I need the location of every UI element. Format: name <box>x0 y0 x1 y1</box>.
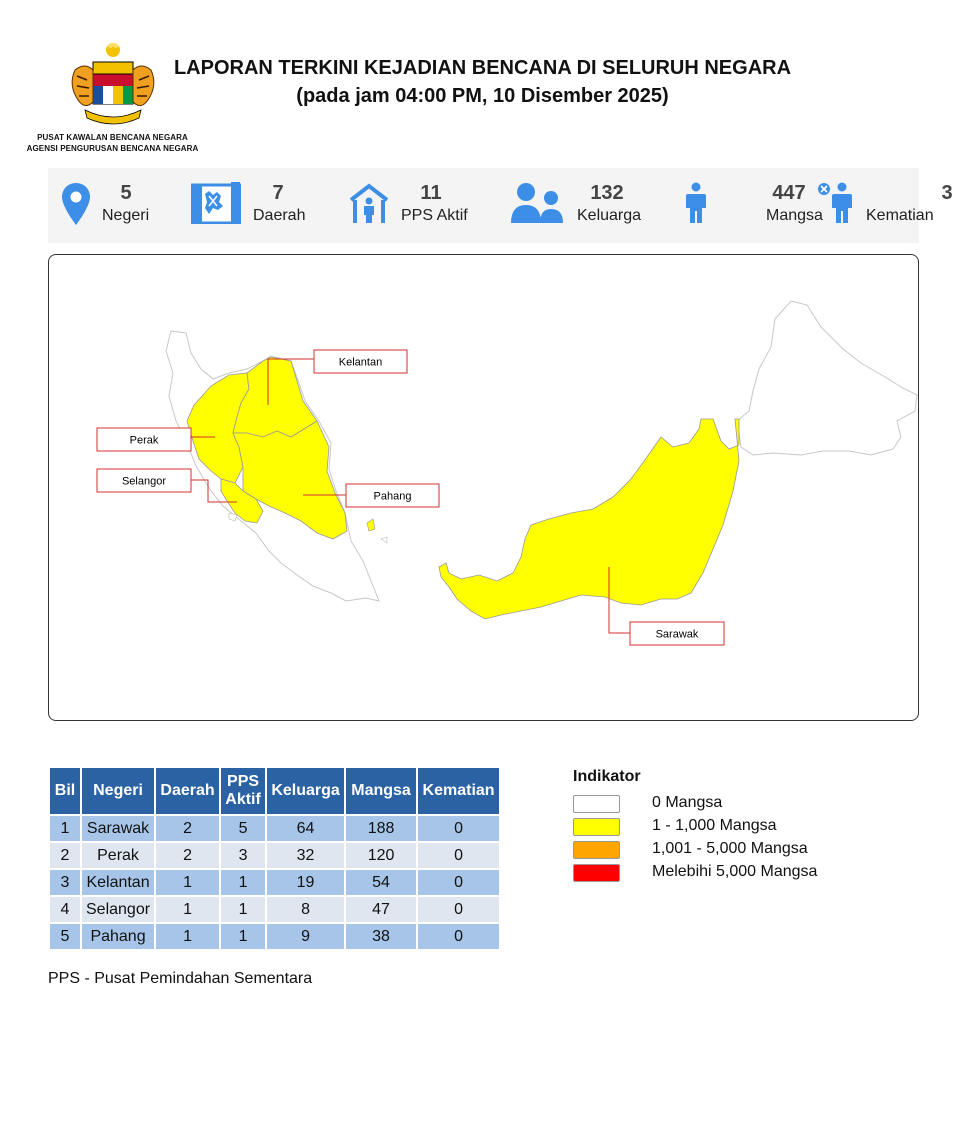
svg-text:Perak: Perak <box>129 434 159 447</box>
map-sabah-outline <box>737 301 917 455</box>
table-footnote: PPS - Pusat Pemindahan Sementara <box>48 970 313 987</box>
title-timestamp: (pada jam 04:00 PM, 10 Disember 2025) <box>296 85 669 107</box>
col-daerah: Daerah <box>155 767 220 815</box>
cell-kematian: 0 <box>417 842 500 869</box>
stat-mangsa-value: 447 <box>772 182 806 204</box>
table-row <box>49 869 500 896</box>
cell-daerah: 1 <box>155 923 220 950</box>
table-header-row <box>49 767 500 815</box>
stat-daerah-label: Daerah <box>253 207 306 224</box>
cell-daerah: 1 <box>155 896 220 923</box>
svg-text:Pahang: Pahang <box>373 490 412 503</box>
svg-text:Sarawak: Sarawak <box>655 628 699 641</box>
legend-title: Indikator <box>573 768 641 785</box>
cell-daerah: 1 <box>155 869 220 896</box>
map-label-sarawak <box>630 622 724 645</box>
cell-mangsa: 47 <box>345 896 417 923</box>
cell-keluarga: 64 <box>266 815 345 842</box>
cell-kematian: 0 <box>417 815 500 842</box>
shelter-icon <box>348 182 390 224</box>
cell-pps: 1 <box>220 869 266 896</box>
cell-kematian: 0 <box>417 896 500 923</box>
stat-mangsa-label: Mangsa <box>766 207 823 224</box>
legend-swatch <box>573 818 620 836</box>
stat-kematian <box>815 168 953 243</box>
cell-keluarga: 32 <box>266 842 345 869</box>
legend-label: 1 - 1,000 Mangsa <box>652 817 777 834</box>
cell-negeri: Kelantan <box>81 869 155 896</box>
location-pin-icon <box>60 182 92 226</box>
legend-item <box>573 861 818 884</box>
svg-text:Selangor: Selangor <box>121 475 167 488</box>
cell-pps: 3 <box>220 842 266 869</box>
death-person-icon <box>817 182 855 224</box>
col-kematian: Kematian <box>417 767 500 815</box>
stat-negeri-value: 5 <box>120 182 132 204</box>
cell-daerah: 2 <box>155 815 220 842</box>
stat-mangsa <box>684 168 824 243</box>
stat-kematian-label: Kematian <box>866 207 934 224</box>
table-row <box>49 923 500 950</box>
legend-item <box>573 838 808 861</box>
map-legend <box>573 768 818 884</box>
district-map-icon <box>191 182 241 224</box>
cell-mangsa: 38 <box>345 923 417 950</box>
table-row <box>49 842 500 869</box>
legend-item <box>573 815 777 838</box>
legend-swatch <box>573 841 620 859</box>
col-bil: Bil <box>49 767 81 815</box>
legend-label: Melebihi 5,000 Mangsa <box>652 863 818 880</box>
legend-swatch <box>573 864 620 882</box>
stat-pps-aktif <box>346 168 486 243</box>
table-row <box>49 896 500 923</box>
cell-keluarga: 9 <box>266 923 345 950</box>
family-icon <box>510 182 564 224</box>
stat-pps-label: PPS Aktif <box>401 207 468 224</box>
cell-pps: 1 <box>220 896 266 923</box>
map-label-pahang <box>346 484 439 507</box>
map-label-selangor <box>97 469 191 492</box>
stat-kematian-value: 3 <box>941 182 953 204</box>
coat-of-arms-icon <box>63 40 163 130</box>
cell-mangsa: 54 <box>345 869 417 896</box>
cell-negeri: Pahang <box>81 923 155 950</box>
stat-keluarga-value: 132 <box>590 182 624 204</box>
cell-daerah: 2 <box>155 842 220 869</box>
map-island <box>367 519 375 531</box>
person-icon <box>684 182 708 224</box>
cell-pps: 5 <box>220 815 266 842</box>
agency-name-line2: AGENSI PENGURUSAN BENCANA NEGARA <box>26 144 199 153</box>
cell-pps: 1 <box>220 923 266 950</box>
summary-stats-bar <box>48 168 953 243</box>
title-main: LAPORAN TERKINI KEJADIAN BENCANA DI SELURUH NEGARA <box>173 57 792 79</box>
legend-label: 1,001 - 5,000 Mangsa <box>652 840 808 857</box>
map-label-kelantan <box>314 350 407 373</box>
cell-bil: 3 <box>49 869 81 896</box>
cell-mangsa: 188 <box>345 815 417 842</box>
col-mangsa: Mangsa <box>345 767 417 815</box>
cell-bil: 5 <box>49 923 81 950</box>
cell-keluarga: 19 <box>266 869 345 896</box>
disaster-summary-table <box>48 766 501 951</box>
agency-name-line1: PUSAT KAWALAN BENCANA NEGARA <box>37 133 188 142</box>
stat-keluarga <box>510 168 660 243</box>
malaysia-map <box>49 255 918 720</box>
cell-bil: 2 <box>49 842 81 869</box>
cell-bil: 4 <box>49 896 81 923</box>
col-pps-aktif: PPS Aktif <box>220 767 266 815</box>
cell-kematian: 0 <box>417 869 500 896</box>
legend-label: 0 Mangsa <box>652 794 723 811</box>
stat-pps-value: 11 <box>420 182 442 204</box>
cell-mangsa: 120 <box>345 842 417 869</box>
map-state-sarawak <box>439 419 739 619</box>
col-negeri: Negeri <box>81 767 155 815</box>
cell-bil: 1 <box>49 815 81 842</box>
page-title <box>150 54 815 110</box>
cell-keluarga: 8 <box>266 896 345 923</box>
cell-negeri: Sarawak <box>81 815 155 842</box>
stat-negeri <box>58 168 168 243</box>
cell-negeri: Selangor <box>81 896 155 923</box>
stat-daerah-value: 7 <box>272 182 284 204</box>
cell-negeri: Perak <box>81 842 155 869</box>
stat-keluarga-label: Keluarga <box>577 207 642 224</box>
map-label-perak <box>97 428 191 451</box>
col-keluarga: Keluarga <box>266 767 345 815</box>
stat-negeri-label: Negeri <box>102 207 150 224</box>
cell-kematian: 0 <box>417 923 500 950</box>
svg-text:Kelantan: Kelantan <box>338 356 383 369</box>
legend-swatch <box>573 795 620 813</box>
malaysia-map-panel <box>48 254 919 721</box>
legend-item <box>573 792 723 815</box>
stat-daerah <box>191 168 331 243</box>
table-row <box>49 815 500 842</box>
